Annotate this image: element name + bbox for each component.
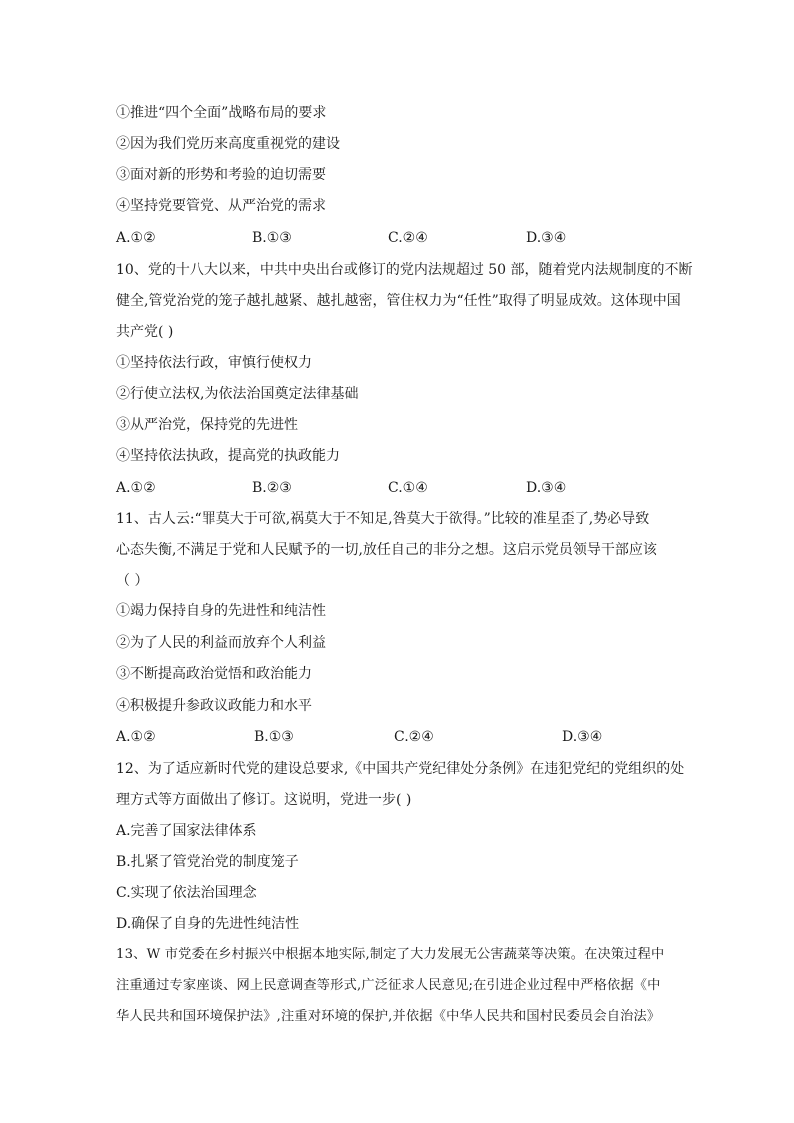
q13-stem-line-2: 注重通过专家座谈、网上民意调查等形式,广泛征求人民意见;在引进企业过程中严格依据《中 (116, 978, 661, 993)
q13-stem-line-1: 13、W 市党委在乡村振兴中根据本地实际,制定了大力发展无公害蔬菜等决策。在决策过程中 (116, 947, 665, 962)
q11-option-3: ③不断提高政治觉悟和政治能力 (116, 666, 312, 682)
q11-choice-d: D.③④ (562, 729, 603, 745)
q11-stem-line-3: （ ） (116, 573, 149, 589)
q10-stem-line-3: 共产党( ) (116, 324, 174, 340)
q11-option-4: ④积极提升参政议政能力和水平 (116, 698, 312, 714)
q10-stem-line-2: 健全,管党治党的笼子越扎越紧、越扎越密，管住权力为“任性”取得了明显成效。这体现中国 (116, 293, 681, 309)
q10-choice-b: B.②③ (252, 480, 292, 496)
q10-choice-c: C.①④ (388, 480, 428, 496)
q12-stem-line-1: 12、为了适应新时代党的建设总要求,《中国共产党纪律处分条例》在违犯党纪的党组织的处 (116, 761, 685, 777)
q9-choice-c: C.②④ (388, 230, 428, 246)
q9-choice-a: A.①② (116, 230, 156, 246)
q12-option-b: B.扎紧了管党治党的制度笼子 (116, 854, 299, 870)
q9-choice-b: B.①③ (252, 230, 292, 246)
q10-option-2: ②行使立法权,为依法治国奠定法律基础 (116, 386, 359, 402)
q11-choice-b: B.①③ (254, 729, 294, 745)
q10-option-1: ①坚持依法行政，审慎行使权力 (116, 355, 312, 371)
q12-stem-line-2: 理方式等方面做出了修订。这说明，党进一步( ) (116, 792, 412, 808)
q10-option-4: ④坚持依法执政，提高党的执政能力 (116, 448, 340, 464)
q13-stem-line-3: 华人民共和国环境保护法》,注重对环境的保护,并依据《中华人民共和国村民委员会自治法》 (116, 1009, 661, 1024)
q11-option-1: ①竭力保持自身的先进性和纯洁性 (116, 603, 326, 619)
q11-choice-a: A.①② (116, 729, 156, 745)
q10-choice-d: D.③④ (526, 480, 567, 496)
q9-option-2: ②因为我们党历来高度重视党的建设 (116, 136, 340, 152)
q11-option-2: ②为了人民的利益而放弃个人利益 (116, 635, 326, 651)
q10-stem-line-1: 10、党的十八大以来，中共中央出台或修订的党内法规超过 50 部，随着党内法规制度的不断 (116, 262, 693, 278)
q12-option-d: D.确保了自身的先进性纯洁性 (116, 916, 300, 932)
q9-option-3: ③面对新的形势和考验的迫切需要 (116, 167, 326, 183)
q9-option-4: ④坚持党要管党、从严治党的需求 (116, 198, 326, 214)
q9-option-1: ①推进“四个全面”战略布局的要求 (116, 105, 327, 121)
q9-choice-d: D.③④ (526, 230, 567, 246)
q11-choice-c: C.②④ (394, 729, 434, 745)
q11-stem-line-2: 心态失衡,不满足于党和人民赋予的一切,放任自己的非分之想。这启示党员领导干部应该 (116, 542, 657, 558)
q10-choice-a: A.①② (116, 480, 156, 496)
q10-option-3: ③从严治党，保持党的先进性 (116, 417, 298, 433)
q12-option-c: C.实现了依法治国理念 (116, 885, 257, 901)
q11-stem-line-1: 11、古人云:“罪莫大于可欲,祸莫大于不知足,咎莫大于欲得。”比较的准星歪了,势必导致 (116, 511, 650, 527)
q12-option-a: A.完善了国家法律体系 (116, 823, 257, 839)
